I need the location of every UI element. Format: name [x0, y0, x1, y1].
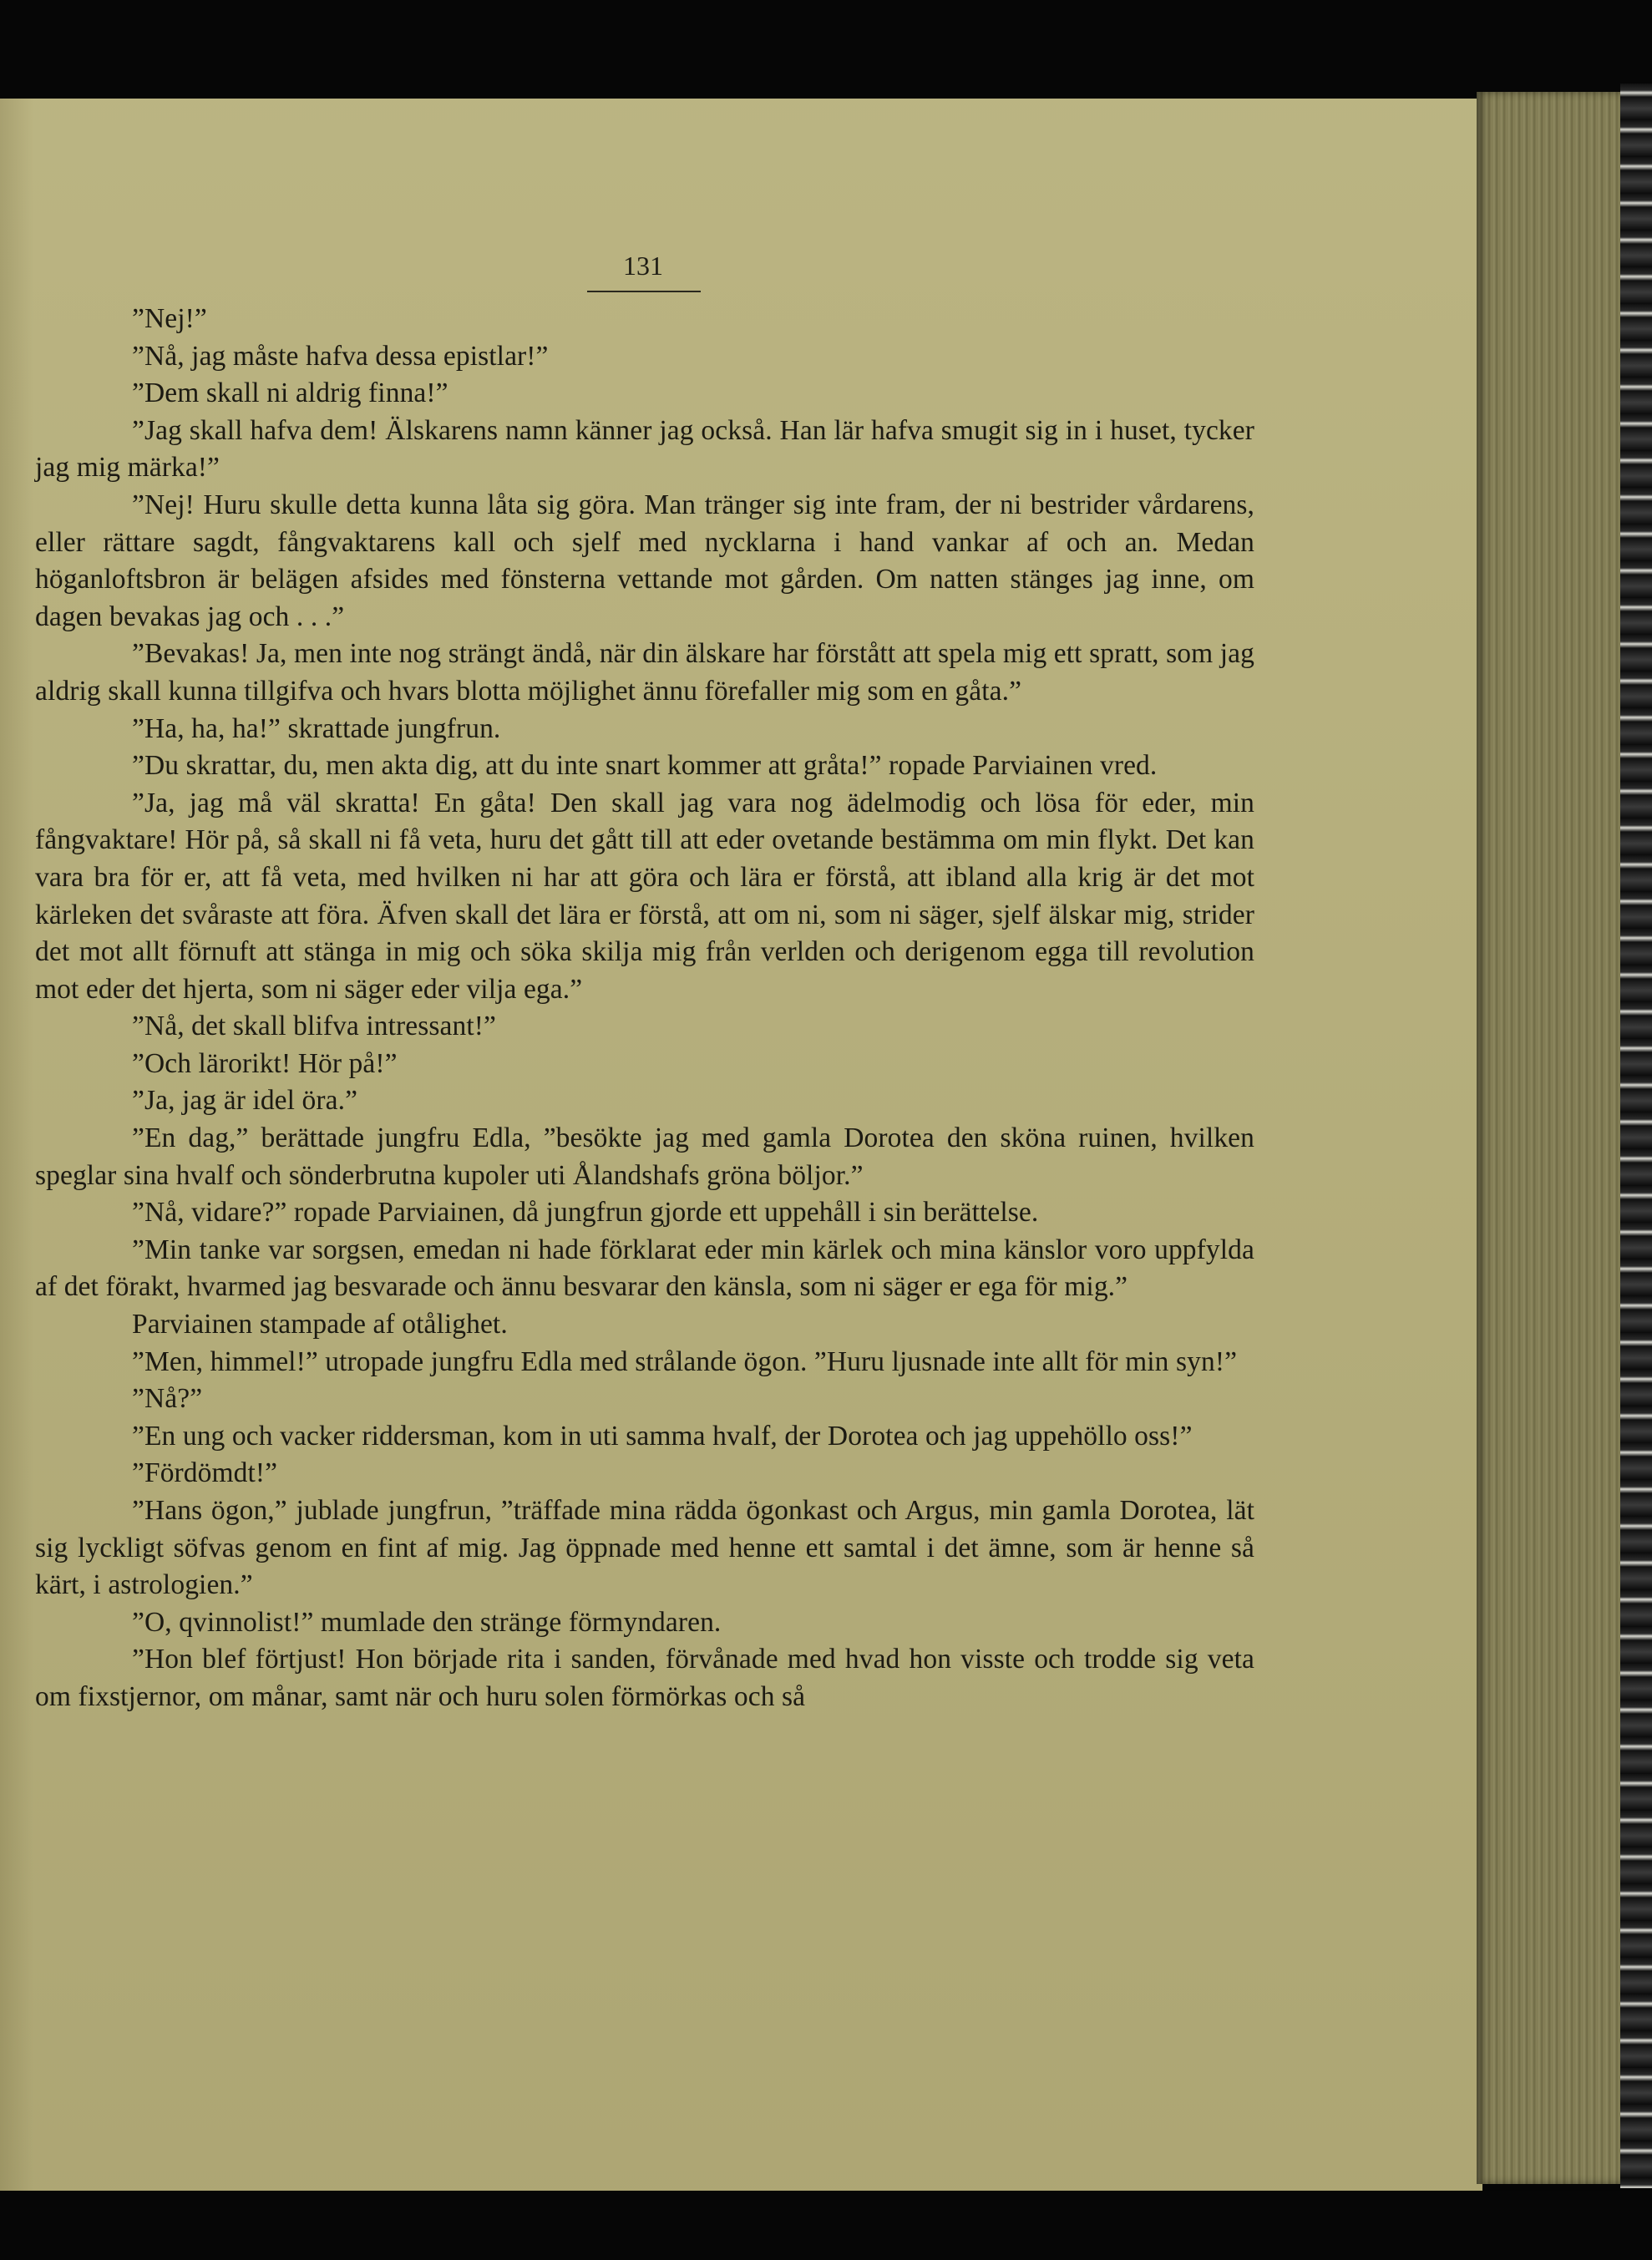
paragraph: ”Jag skall hafva dem! Älskarens namn känner jag också. Han lär hafva smugit sig in i huset, tycker jag mig märka!” [35, 414, 1254, 484]
paragraph: ”O, qvinnolist!” mumlade den stränge förmyndaren. [132, 1606, 722, 1638]
paragraph: ”Ja, jag är idel öra.” [132, 1085, 358, 1117]
paragraph: ”Nej! Huru skulle detta kunna låta sig göra. Man tränger sig inte fram, der ni bestrider vårdarens, eller rättare sagdt, fångvaktarens kall och sjelf med nycklarna i hand vankar af och an. Medan höganloftsbron är belägen afsides med fönsterna vettande mot gården. Om natten stänges jag inne, om dagen bevakas jag och . . .” [35, 489, 1254, 632]
book-fore-edge [1477, 92, 1623, 2184]
paragraph: ”Du skrattar, du, men akta dig, att du inte snart kommer att gråta!” ropade Parviainen vred. [132, 750, 1158, 782]
paragraph: ”Ha, ha, ha!” skrattade jungfrun. [132, 712, 501, 744]
paragraph: ”Men, himmel!” utropade jungfru Edla med strålande ögon. ”Huru ljusnade inte allt för min syn!” [132, 1345, 1238, 1377]
paragraph: ”En dag,” berättade jungfru Edla, ”besökte jag med gamla Dorotea den sköna ruinen, hvilken speglar sina hvalf och sönderbrutna kupoler uti Ålandshafs gröna böljor.” [35, 1122, 1254, 1191]
paragraph: ”Ja, jag må väl skratta! En gåta! Den skall jag vara nog ädelmodig och lösa för eder, min fångvaktare! Hör på, så skall ni få veta, huru det gått till att eder ovetande bestämma om min flykt. Det kan vara bra för er, att få veta, med hvilken ni har att göra och lära er förstå, att ibland alla krig är det mot kärleken det svåraste att föra. Äfven skall det lära er förstå, att om ni, som ni säger, sjelf älskar mig, strider det mot allt förnuft att stänga in mig och söka skilja mig från verlden och derigenom egga till revolution mot eder det hjerta, som ni säger eder vilja ega.” [35, 787, 1254, 1005]
paragraph: ”Och lärorikt! Hör på!” [132, 1047, 398, 1079]
book-binding-edge [1620, 84, 1652, 2188]
paragraph: ”Nej!” [132, 303, 207, 334]
paragraph: ”Min tanke var sorgsen, emedan ni hade förklarat eder min kärlek och mina känslor voro uppfylda af det förakt, hvarmed jag besvarade och ännu besvarar den känsla, som ni säger er ega för mig.” [35, 1234, 1254, 1303]
paragraph: ”En ung och vacker riddersman, kom in uti samma hvalf, der Dorotea och jag uppehöllo oss!” [132, 1420, 1193, 1452]
page-number: 131 [623, 251, 663, 281]
scan-bottom-border [0, 2191, 1652, 2260]
paragraph: ”Nå, det skall blifva intressant!” [132, 1011, 496, 1042]
paragraph: ”Hans ögon,” jublade jungfrun, ”träffade mina rädda ögonkast och Argus, min gamla Dorotea, lät sig lyckligt söfvas genom en fint af mig. Jag öppnade med henne ett samtal i det ämne, som är henne så kärt, i astrologien.” [35, 1495, 1254, 1601]
paragraph: ”Nå, vidare?” ropade Parviainen, då jungfrun gjorde ett uppehåll i sin berättelse. [132, 1197, 1039, 1229]
paragraph: ”Nå, jag måste hafva dessa epistlar!” [132, 340, 549, 372]
paragraph: ”Dem skall ni aldrig finna!” [132, 378, 448, 409]
paragraph: ”Fördömdt!” [132, 1457, 278, 1489]
paragraph: ”Nå?” [132, 1383, 203, 1415]
header-rule [587, 291, 701, 292]
scan-top-border [0, 0, 1652, 99]
paragraph: ”Bevakas! Ja, men inte nog strängt ändå, när din älskare har förstått att spela mig ett spratt, som jag aldrig skall kunna tillgifva och hvars blotta möjlighet ännu förefaller mig som en gåta.” [35, 638, 1254, 707]
paragraph: Parviainen stampade af otålighet. [132, 1309, 508, 1340]
paragraph: ”Hon blef förtjust! Hon började rita i sanden, förvånade med hvad hon visste och trodde sig veta om fixstjernor, om månar, samt när och huru solen förmörkas och så [35, 1644, 1254, 1712]
body-text [35, 301, 1254, 1716]
